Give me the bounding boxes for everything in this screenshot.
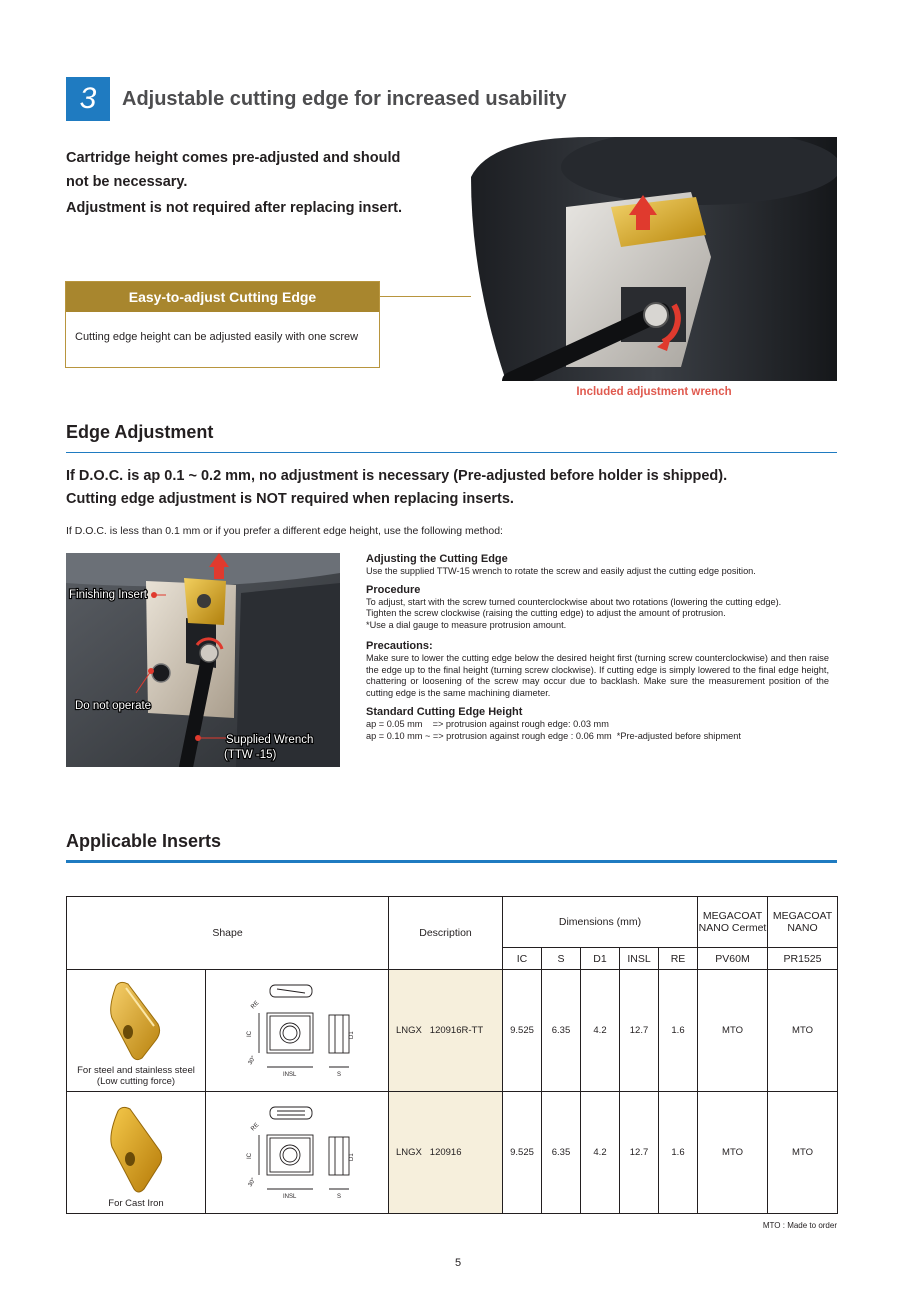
cell-pv60m: MTO — [698, 970, 768, 1092]
feature-box-title: Easy-to-adjust Cutting Edge — [66, 282, 379, 312]
insert-drawing-1 — [237, 979, 357, 1079]
label-insl: INSL — [283, 1072, 297, 1078]
header-description: Description — [389, 897, 503, 970]
section-title: Adjustable cutting edge for increased usability — [122, 88, 567, 110]
label-wrench-code: (TTW -15) — [224, 749, 277, 761]
cell-pv60m: MTO — [698, 1092, 768, 1214]
cell-pr1525: MTO — [768, 1092, 838, 1214]
doc-line-1: If D.O.C. is ap 0.1 ~ 0.2 mm, no adjustment is necessary (Pre-adjusted before holder is shipped). — [66, 468, 728, 484]
cartridge-photo — [471, 137, 837, 381]
header-shape: Shape — [67, 897, 389, 970]
section-number-badge: 3 — [66, 77, 110, 121]
doc-statement — [66, 465, 846, 511]
label-ic: IC — [247, 1031, 253, 1037]
label-d1: D1 — [349, 1153, 355, 1161]
label-finishing-insert: Finishing Insert — [69, 589, 147, 601]
heading-rule — [66, 452, 837, 453]
intro-text — [66, 146, 426, 220]
label-angle: 30° — [247, 1177, 258, 1188]
doc-note: If D.O.C. is less than 0.1 mm or if you prefer a different edge height, use the following method: — [66, 525, 503, 537]
header-pv60m: PV60M — [698, 948, 768, 970]
header-grade-cermet: MEGACOAT NANO Cermet — [698, 897, 768, 948]
procedure-line-2: Tighten the screw clockwise (raising the cutting edge) to adjust the amount of protrusion. — [366, 608, 726, 618]
adjustment-photo — [66, 553, 340, 767]
cell-d1: 4.2 — [581, 970, 620, 1092]
cell-re: 1.6 — [659, 1092, 698, 1214]
procedure-line-1: To adjust, start with the screw turned counterclockwise about two rotations (lowering the cutting edge). — [366, 596, 782, 607]
label-d1: D1 — [349, 1031, 355, 1039]
wrench-caption: Included adjustment wrench — [576, 386, 732, 398]
table-row — [67, 970, 838, 1092]
intro-line-2: Adjustment is not required after replacing insert. — [66, 200, 402, 216]
cell-d1: 4.2 — [581, 1092, 620, 1214]
label-supplied-wrench: Supplied Wrench — [226, 734, 314, 746]
insert-drawing-cell — [206, 1092, 389, 1214]
adjusting-text: Use the supplied TTW-15 wrench to rotate the screw and easily adjust the cutting edge position. — [366, 566, 756, 576]
header-re: RE — [659, 948, 698, 970]
procedure-title: Procedure — [366, 583, 421, 596]
standard-height-line-1: ap = 0.05 mm => protrusion against rough edge: 0.03 mm — [366, 719, 609, 729]
insert-drawing-cell — [206, 970, 389, 1092]
cell-ic: 9.525 — [503, 1092, 542, 1214]
insert-photo-cast-iron — [106, 1105, 166, 1195]
header-d1: D1 — [581, 948, 620, 970]
edge-adjustment-heading: Edge Adjustment — [66, 422, 214, 442]
cell-insl: 12.7 — [620, 1092, 659, 1214]
standard-height-line-2: ap = 0.10 mm ~ => protrusion against rough edge : 0.06 mm *Pre-adjusted before shipment — [366, 730, 741, 741]
feature-box — [65, 281, 380, 368]
label-do-not-operate: Do not operate — [75, 700, 152, 712]
precautions-title: Precautions: — [366, 640, 433, 652]
header-pr1525: PR1525 — [768, 948, 838, 970]
cell-pr1525: MTO — [768, 970, 838, 1092]
label-re: RE — [250, 1122, 261, 1133]
procedure-line-3: *Use a dial gauge to measure protrusion amount. — [366, 619, 567, 630]
standard-height-title: Standard Cutting Edge Height — [366, 706, 523, 718]
inserts-table — [66, 896, 838, 1214]
cell-re: 1.6 — [659, 970, 698, 1092]
label-re: RE — [250, 1000, 261, 1011]
label-ic: IC — [247, 1153, 253, 1159]
cell-s: 6.35 — [542, 1092, 581, 1214]
shape-caption-2: (Low cutting force) — [96, 1076, 176, 1087]
mto-footnote: MTO : Made to order — [762, 1221, 837, 1230]
insert-photo-cell — [67, 970, 206, 1092]
insert-photo-steel — [106, 978, 166, 1062]
adjusting-title: Adjusting the Cutting Edge — [366, 553, 508, 565]
header-grade-nano: MEGACOAT NANO — [768, 897, 838, 948]
header-insl: INSL — [620, 948, 659, 970]
procedure-text — [366, 552, 829, 742]
header-ic: IC — [503, 948, 542, 970]
header-dimensions: Dimensions (mm) — [503, 897, 698, 948]
precautions-text: Make sure to lower the cutting edge below the desired height first (turning screw counterclockwise) and then raise the edge up to the final height (turning screw clockwise). If cutting edge is simply lowered to the final edge height, chattering or loosening of the screw may occur due to backlash. Make sure the measurement position of the cutting edge is the same machining diameter. — [366, 653, 829, 698]
heading-rule-thick — [66, 860, 837, 863]
cell-description: LNGX 120916R-TT — [389, 970, 503, 1092]
label-s: S — [337, 1194, 342, 1200]
applicable-inserts-heading: Applicable Inserts — [66, 831, 222, 851]
cell-description: LNGX 120916 — [389, 1092, 503, 1214]
label-s: S — [337, 1072, 342, 1078]
shape-caption-1: For steel and stainless steel — [77, 1065, 195, 1076]
cell-ic: 9.525 — [503, 970, 542, 1092]
doc-line-2: Cutting edge adjustment is NOT required when replacing inserts. — [66, 491, 514, 507]
table-row — [67, 1092, 838, 1214]
label-insl: INSL — [283, 1194, 297, 1200]
intro-line-1: Cartridge height comes pre-adjusted and should not be necessary. — [66, 150, 401, 190]
insert-drawing-2 — [237, 1101, 357, 1201]
cell-s: 6.35 — [542, 970, 581, 1092]
insert-photo-cell — [67, 1092, 206, 1214]
label-angle: 30° — [247, 1055, 258, 1066]
page-number: 5 — [454, 1257, 462, 1269]
header-s: S — [542, 948, 581, 970]
cell-insl: 12.7 — [620, 970, 659, 1092]
feature-box-text: Cutting edge height can be adjusted easily with one screw — [75, 331, 359, 343]
shape-caption-1: For Cast Iron — [108, 1198, 164, 1209]
